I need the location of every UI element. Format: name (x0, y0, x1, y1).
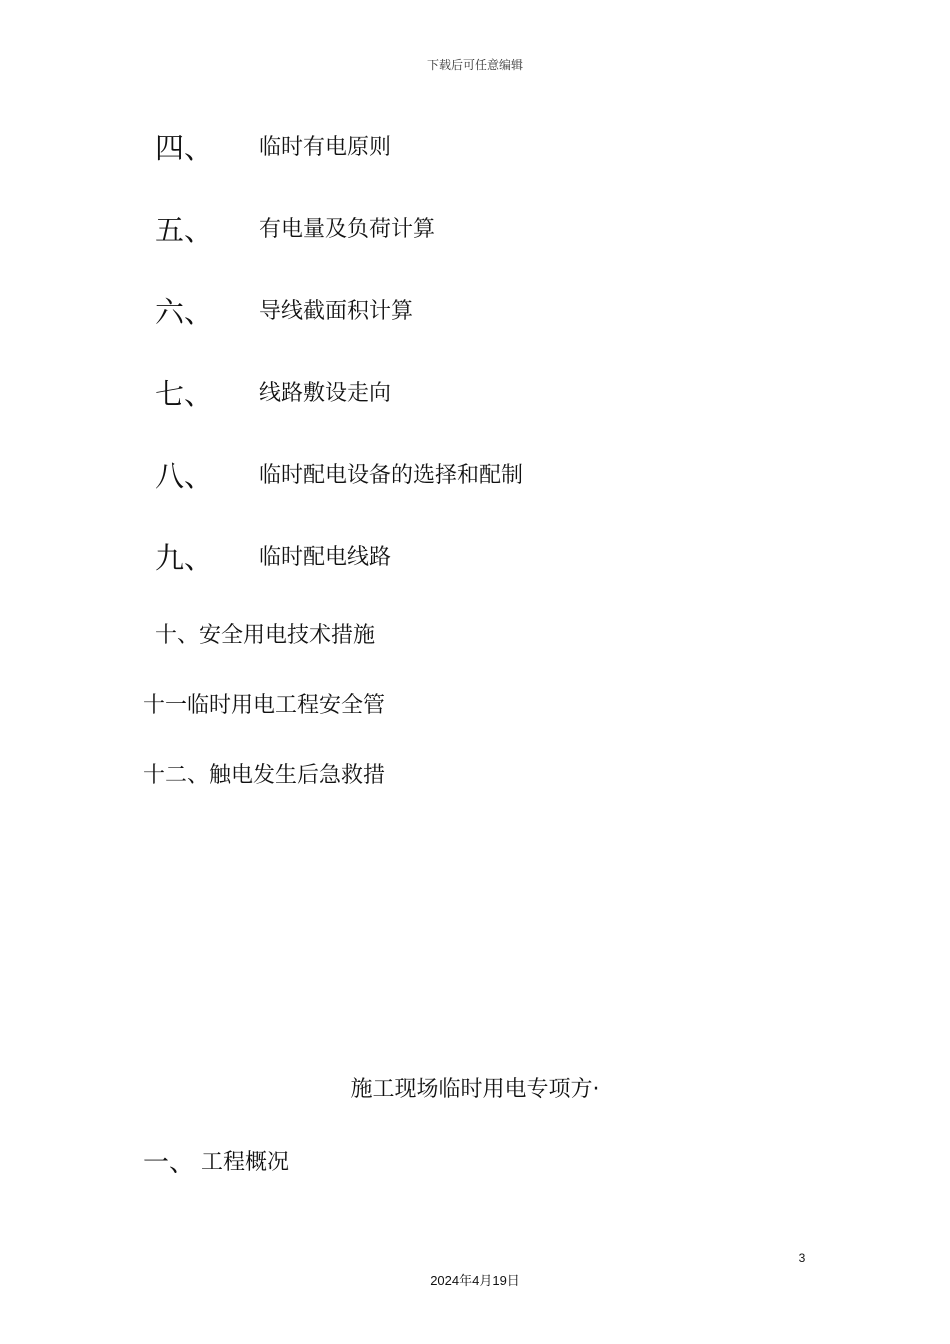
toc-item-number: 七、 (155, 377, 214, 411)
toc-item (155, 128, 391, 168)
section-label: 工程概况 (201, 1150, 290, 1175)
toc-item-label: 临时配电线路 (259, 545, 392, 570)
toc-item-number: 六、 (155, 295, 214, 329)
document-title: 施工现场临时用电专项方· (350, 1077, 600, 1102)
toc-item-number: 九、 (155, 541, 214, 575)
toc-item-plain: 十、安全用电技术措施 (155, 623, 376, 648)
toc-item (155, 374, 391, 414)
toc-item (155, 538, 391, 578)
toc-item-plain: 十二、触电发生后急救措 (143, 763, 386, 788)
toc-item-label: 临时有电原则 (259, 135, 392, 160)
toc-item-label: 线路敷设走向 (259, 381, 392, 406)
section-number: 一、 (143, 1148, 196, 1178)
header-note: 下载后可任意编辑 (426, 58, 523, 72)
footer-date: 2024年4月19日 (430, 1273, 520, 1288)
toc-item-number: 五、 (155, 213, 214, 247)
toc-item (155, 292, 413, 332)
toc-item-number: 八、 (155, 459, 214, 493)
section-heading (143, 1144, 289, 1182)
toc-item (155, 456, 523, 496)
toc-item-label: 有电量及负荷计算 (259, 217, 436, 242)
toc-item (155, 210, 435, 250)
toc-item-plain: 十一临时用电工程安全管 (143, 693, 386, 718)
toc-item-label: 导线截面积计算 (259, 299, 414, 324)
page-number: 3 (798, 1251, 806, 1265)
toc-item-label: 临时配电设备的选择和配制 (259, 463, 524, 488)
toc-item-number: 四、 (155, 131, 214, 165)
